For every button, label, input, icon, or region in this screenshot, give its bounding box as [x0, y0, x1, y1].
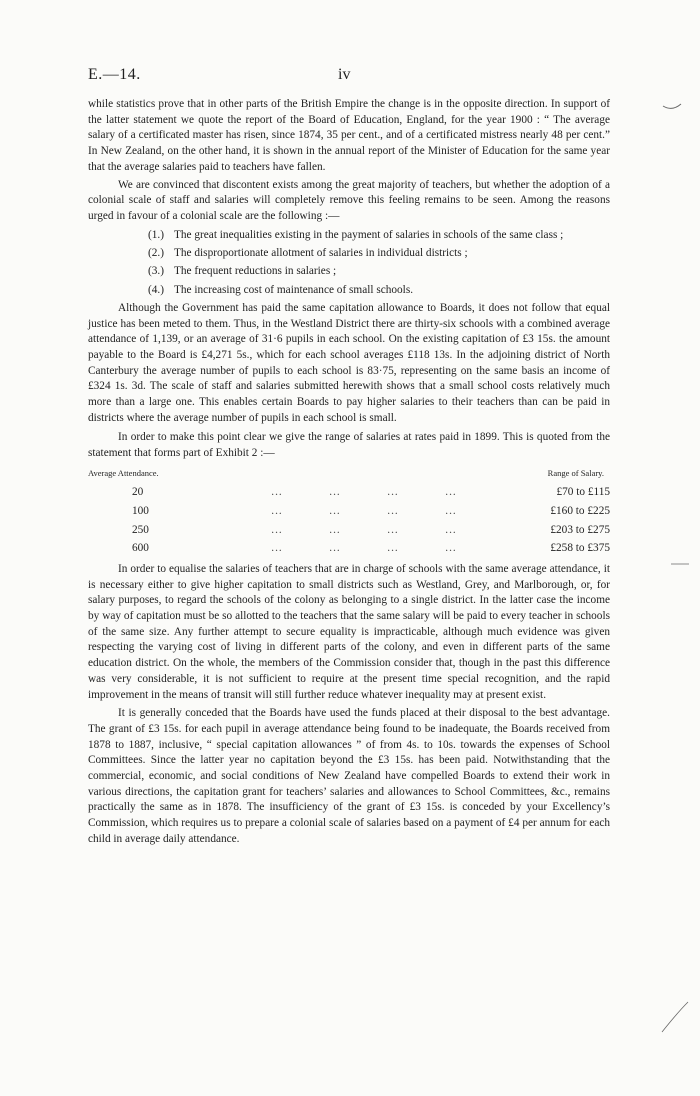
list-item-text: The increasing cost of maintenance of small schools.	[174, 283, 414, 296]
paragraph-6: It is generally conceded that the Boards have used the funds placed at their disposal to the best advantage. The grant of £3 15s. for each pupil in average attendance being found to be inadequate, the Boards received from 1878 to 1887, inclusive, “ special capitation allowances ” of from 4s. to 10s. towards the expenses of School Committees. Since the latter year no capitation beyond the £3 15s. has been paid. Notwithstanding that the commercial, economic, and social conditions of New Zealand have compelled Boards to extend their work in various directions, the capitation grant for teachers’ salaries and allowances to School Committees, &c., remains practically the same as in 1878. The insufficiency of the grant of £3 15s. is conceded by your Excellency’s Commission, which requires us to prepare a colonial scale of salaries based on a payment of £4 per annum for each child in average daily attendance.	[88, 707, 610, 845]
cell-salary-range: £203 to £275	[550, 523, 610, 536]
table-row	[88, 502, 610, 521]
list-item	[148, 264, 610, 280]
list-item	[148, 283, 610, 299]
cell-leader: ...	[271, 486, 283, 499]
cell-leader: ...	[329, 542, 341, 555]
cell-attendance: 600	[132, 542, 149, 555]
table-row	[88, 484, 610, 503]
cell-leader: ...	[329, 504, 341, 517]
cell-leader: ...	[271, 504, 283, 517]
paragraph-4: In order to make this point clear we give the range of salaries at rates paid in 1899. This is quoted from the statement that forms part of Exhibit 2 :—	[88, 431, 610, 460]
cell-leader: ...	[387, 523, 399, 536]
reasons-list	[88, 228, 610, 299]
list-item-text: The frequent reductions in salaries ;	[174, 265, 337, 278]
header-average-attendance: Average Attendance.	[88, 467, 159, 478]
margin-mark-right-mid	[670, 560, 690, 568]
cell-attendance: 250	[132, 523, 149, 536]
page-number: iv	[338, 66, 351, 83]
paragraph-5: In order to equalise the salaries of teachers that are in charge of schools with the same average attendance, it is necessary either to give higher capitation to small districts such as Westland, Grey, and Marlborough, or, for salary purposes, to regard the schools of the colony as belonging to a single district. In the latter case the income by way of capitation must be so allotted to the teachers that the same salary will be paid to every teacher in schools of the same size. Any further attempt to secure equality is impracticable, although much evidence was given respecting the varying cost of living in different parts of the colony, and even in different parts of the same education district. On the whole, the members of the Commission consider that, though in the past this difference was very considerable, it is not sufficient to require at the present time special recognition, and the rapid improvement in the means of transit will still further reduce whatever inequality may at present exist.	[88, 562, 610, 701]
list-item-text: The disproportionate allotment of salaries in individual districts ;	[174, 246, 468, 259]
cell-salary-range: £160 to £225	[550, 504, 610, 517]
list-item-number: (1.)	[148, 228, 164, 241]
page-reference: E.—14.	[88, 66, 141, 83]
paragraph-2: We are convinced that discontent exists among the great majority of teachers, but whether the adoption of a colonial scale of staff and salaries will completely remove this feeling remains to be seen. Among the reasons urged in favour of a colonial scale are the following :—	[88, 178, 610, 222]
document-body	[88, 97, 610, 848]
cell-attendance: 20	[132, 486, 144, 499]
cell-leader: ...	[329, 486, 341, 499]
paragraph-3: Although the Government has paid the same capitation allowance to Boards, it does not follow that equal justice has been meted to them. Thus, in the Westland District there are thirty-six schools with a combined average attendance of 1,139, or an average of 31·6 pupils in each school. On the existing capitation of £3 15s. the amount payable to the Board is £4,271 5s., which for each school averages £118 13s. In the adjoining district of North Canterbury the average number of pupils to each school is 83·75, representing on the same basis an income of £324 1s. 3d. The scale of staff and salaries submitted herewith shows that a small school costs relatively much more than a large one. This enables certain Boards to pay higher salaries to their teachers than can be paid in districts where the average number of pupils in each school is small.	[88, 301, 610, 424]
list-item-text: The great inequalities existing in the payment of salaries in schools of the same class ;	[174, 228, 564, 241]
cell-leader: ...	[387, 542, 399, 555]
table-header-row	[88, 466, 610, 484]
cell-leader: ...	[445, 504, 457, 517]
paragraph-1: while statistics prove that in other parts of the British Empire the change is in the opposite direction. In support of the latter statement we quote the report of the Board of Education, England, for the year 1900 : “ The average salary of a certificated master has risen, since 1874, 35 per cent., and of a certificated mistress nearly 48 per cent.” In New Zealand, on the other hand, it is shown in the annual report of the Minister of Education for the same year that the average salaries paid to teachers have fallen.	[88, 98, 610, 173]
margin-mark-bottom-right	[660, 1000, 690, 1034]
list-item	[148, 228, 610, 244]
cell-leader: ...	[445, 486, 457, 499]
list-item-number: (2.)	[148, 246, 164, 259]
list-item-number: (3.)	[148, 265, 164, 278]
list-item	[148, 246, 610, 262]
cell-attendance: 100	[132, 504, 149, 517]
header-range-of-salary: Range of Salary.	[547, 467, 604, 478]
cell-leader: ...	[387, 504, 399, 517]
list-item-number: (4.)	[148, 283, 164, 296]
page-header	[88, 66, 610, 88]
salary-table	[88, 466, 610, 558]
cell-leader: ...	[329, 523, 341, 536]
table-row	[88, 521, 610, 540]
cell-leader: ...	[271, 542, 283, 555]
cell-salary-range: £70 to £115	[556, 486, 610, 499]
table-row	[88, 539, 610, 558]
cell-leader: ...	[445, 542, 457, 555]
cell-leader: ...	[387, 486, 399, 499]
margin-mark-top-right	[662, 100, 682, 114]
cell-salary-range: £258 to £375	[550, 542, 610, 555]
cell-leader: ...	[445, 523, 457, 536]
cell-leader: ...	[271, 523, 283, 536]
